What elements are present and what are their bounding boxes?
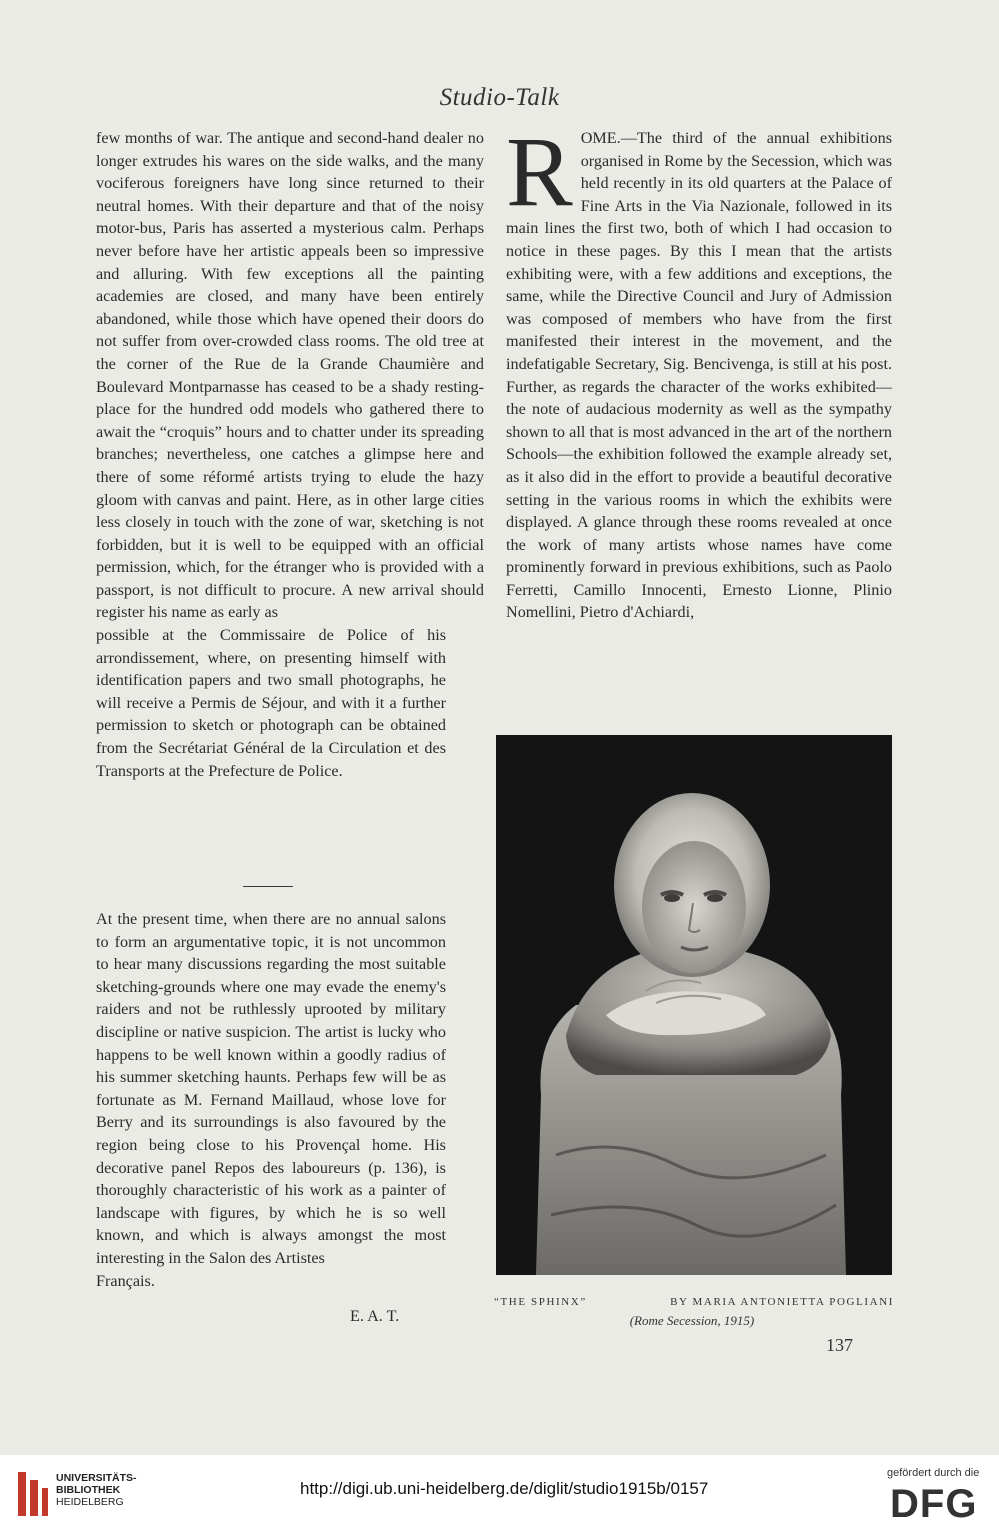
drop-cap: R	[506, 116, 573, 227]
library-line-2: BIBLIOTHEK	[56, 1484, 121, 1496]
figure-title: “THE SPHINX”	[494, 1296, 587, 1308]
left-paragraph-1: few months of war. The antique and second-hand dealer no longer extrudes his wares on the side walks, and the many vociferous foreigners have long since returned to their neutral homes. With their departure and that of the noisy motor-bus, Paris has asserted a mysterious calm. Perhaps never before have her artistic appeals been so impressive and alluring. With few exceptions all the painting academies are closed, and many have been entirely abandoned, while those which have opened their doors do not suffer from over-crowded class rooms. The old tree at the corner of the Rue de la Grande Chaumière and Boulevard Montparnasse has ceased to be a shady resting-place for the hundred odd models who gathered there to await the “croquis” hours and to chatter under its spreading branches; nevertheless, one catches a glimpse here and there of some réformé artists trying to elude the hazy gloom with canvas and paint. Here, as in other large cities less closely in touch with the zone of war, sketching is not forbidden, but it is well to be equipped with an official permission, which, for the étranger who is provided with a passport, is not difficult to procure. A new arrival should register his name as early as	[96, 129, 484, 622]
left-column-lower	[96, 908, 446, 1292]
right-paragraph: OME.—The third of the annual exhibitions organised in Rome by the Secession, which was held recently in its old quarters at the Palace of Fine Arts in the Via Nazionale, followed in its main lines the first two, both of which I had occasion to notice in these pages. By this I mean that the artists exhibiting were, with a few additions and exceptions, the same, while the Directive Council and Jury of Admission was composed of members who have from the first manifested their interest in the movement, and the indefatigable Secretary, Sig. Bencivenga, is still at his post. Further, as regards the character of the works exhibited—the note of audacious modernity as well as the sympathy shown to all that is most advanced in the art of the northern Schools—the exhibition followed the example already set, as it also did in the effort to provide a beautiful decorative setting in the various rooms in which the exhibits were displayed. A glance through these rooms revealed at once the work of many artists whose names have come prominently forward in previous exhibitions, such as Paolo Ferretti, Camillo Innocenti, Ernesto Lionne, Plinio Nomellini, Pietro d'Achiardi,	[506, 129, 892, 622]
dfg-logo: DFG	[890, 1482, 978, 1526]
source-url-link[interactable]: http://digi.ub.uni-heidelberg.de/diglit/studio1915b/0157	[300, 1479, 709, 1498]
author-signature: E. A. T.	[350, 1307, 400, 1325]
library-line-1: UNIVERSITÄTS-	[56, 1472, 137, 1484]
university-library-logo-icon	[16, 1470, 50, 1518]
library-line-3: HEIDELBERG	[56, 1496, 124, 1508]
left-column	[96, 127, 484, 782]
left-paragraph-2: At the present time, when there are no annual salons to form an argumentative topic, it is not uncommon to hear many discussions regarding the most suitable sketching-grounds where one may evade the enemy's raiders and not be ruthlessly uprooted by military discipline or native suspicion. The artist is lucky who happens to be well known within a goodly radius of his summer sketching haunts. Perhaps few will be as fortunate as M. Fernand Maillaud, whose love for Berry and its surroundings is also favoured by the region being close to his Provençal home. His decorative panel Repos des laboureurs (p. 136), is thoroughly characteristic of his work as a painter of landscape with figures, by which he is so well known, and which is always amongst the most interesting in the Salon des Artistes	[96, 910, 446, 1267]
figure-source: (Rome Secession, 1915)	[629, 1313, 755, 1328]
library-name	[56, 1472, 137, 1508]
section-divider	[243, 886, 293, 887]
page-number: 137	[826, 1335, 853, 1355]
sphinx-sculpture-illustration	[496, 735, 892, 1275]
left-paragraph-1-end: possible at the Commissaire de Police of his arrondissement, where, on presenting himself with identification papers and two small photographs, he will receive a Permis de Séjour, and with it a further permission to sketch or photograph can be obtained from the Secrétariat Général de la Circulation et des Transports at the Prefecture de Police.	[96, 626, 446, 780]
right-column	[506, 116, 892, 624]
running-header: Studio-Talk	[439, 84, 560, 111]
left-paragraph-2-last: Français.	[96, 1271, 155, 1290]
digitization-footer	[0, 1455, 999, 1533]
funding-note: gefördert durch die	[887, 1467, 980, 1479]
figure-artist: BY MARIA ANTONIETTA POGLIANI	[670, 1296, 894, 1308]
sculpture-photograph	[496, 735, 892, 1275]
